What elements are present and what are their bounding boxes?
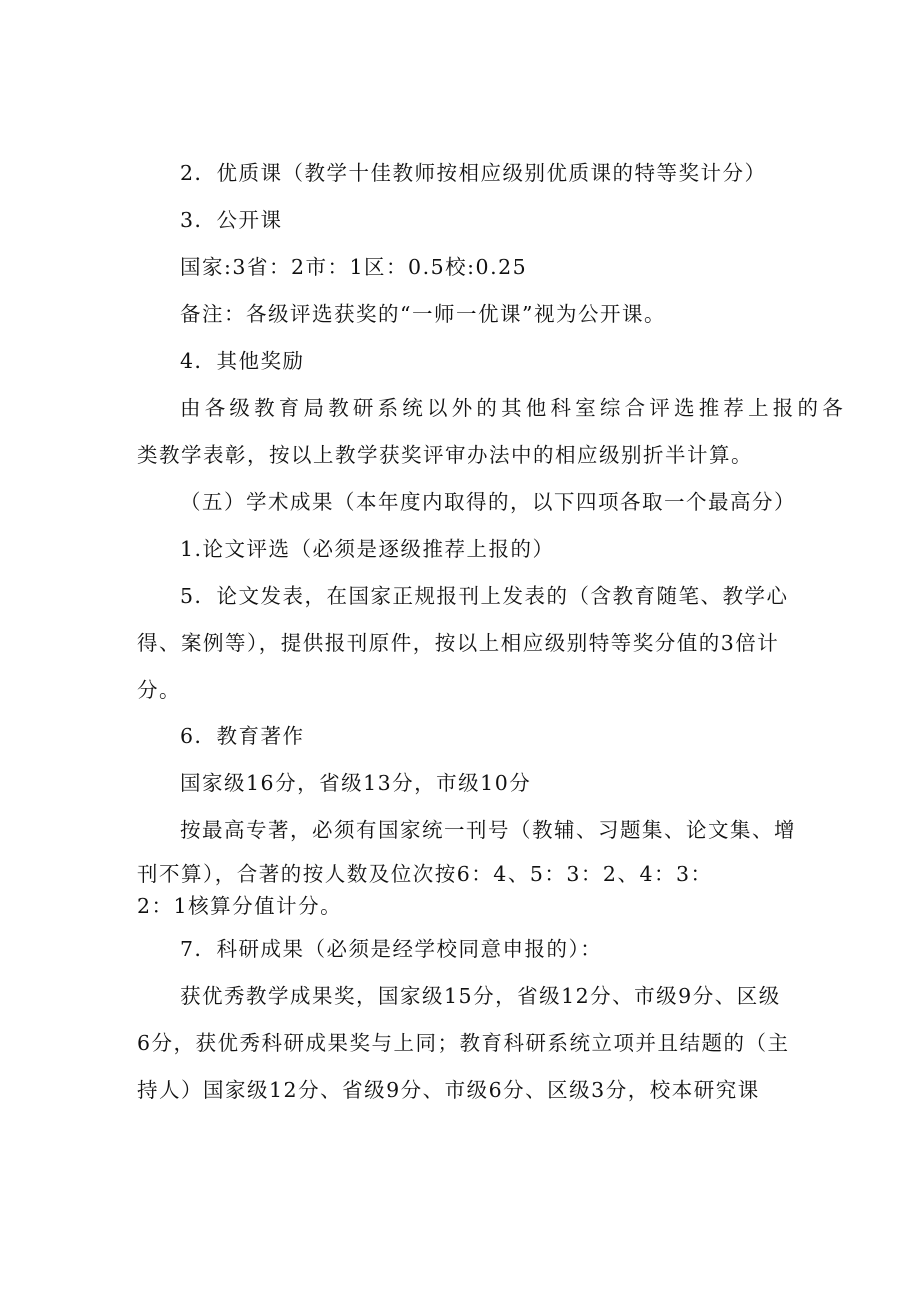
item-5-paper-publication-line-3: 分。 bbox=[137, 678, 181, 702]
item-5-paper-publication-line-1: 5．论文发表，在国家正规报刊上发表的（含教育随笔、教学心 bbox=[180, 584, 789, 608]
item-3-open-lesson: 3．公开课 bbox=[180, 208, 283, 232]
item-1-paper-selection: 1.论文评选（必须是逐级推荐上报的） bbox=[180, 537, 555, 561]
research-results-line-3: 持人）国家级12分、省级9分、市级6分、区级3分，校本研究课 bbox=[137, 1078, 760, 1102]
item-5-paper-publication-line-2: 得、案例等），提供报刊原件，按以上相应级别特等奖分值的3倍计 bbox=[137, 631, 780, 655]
other-awards-text-line-2: 类教学表彰，按以上教学获奖评审办法中的相应级别折半计算。 bbox=[137, 443, 753, 467]
research-results-line-1: 获优秀教学成果奖，国家级15分，省级12分、市级9分、区级 bbox=[180, 984, 781, 1008]
education-works-rule-line-3: 2：1核算分值计分。 bbox=[137, 894, 343, 918]
item-2-quality-lesson: 2．优质课（教学十佳教师按相应级别优质课的特等奖计分） bbox=[180, 161, 767, 185]
education-works-rule-line-1: 按最高专著，必须有国家统一刊号（教辅、习题集、论文集、增 bbox=[180, 818, 796, 842]
section-5-heading: （五）学术成果（本年度内取得的，以下四项各取一个最高分） bbox=[180, 490, 796, 514]
item-4-other-awards: 4．其他奖励 bbox=[180, 349, 305, 373]
item-6-education-works: 6．教育著作 bbox=[180, 724, 305, 748]
education-works-scores: 国家级16分，省级13分，市级10分 bbox=[180, 771, 532, 795]
other-awards-text-line-1: 由各级教育局教研系统以外的其他科室综合评选推荐上报的各 bbox=[180, 396, 847, 420]
research-results-line-2: 6分，获优秀科研成果奖与上同；教育科研系统立项并且结题的（主 bbox=[137, 1031, 790, 1055]
open-lesson-scores: 国家:3省：2市：1区：0.5校:0.25 bbox=[180, 255, 528, 279]
open-lesson-note: 备注：各级评选获奖的“一师一优课”视为公开课。 bbox=[180, 302, 666, 326]
item-7-research-results: 7．科研成果（必须是经学校同意申报的）： bbox=[180, 937, 603, 961]
education-works-rule-line-2: 刊不算），合著的按人数及位次按6：4、5：3：2、4：3： bbox=[137, 862, 713, 886]
